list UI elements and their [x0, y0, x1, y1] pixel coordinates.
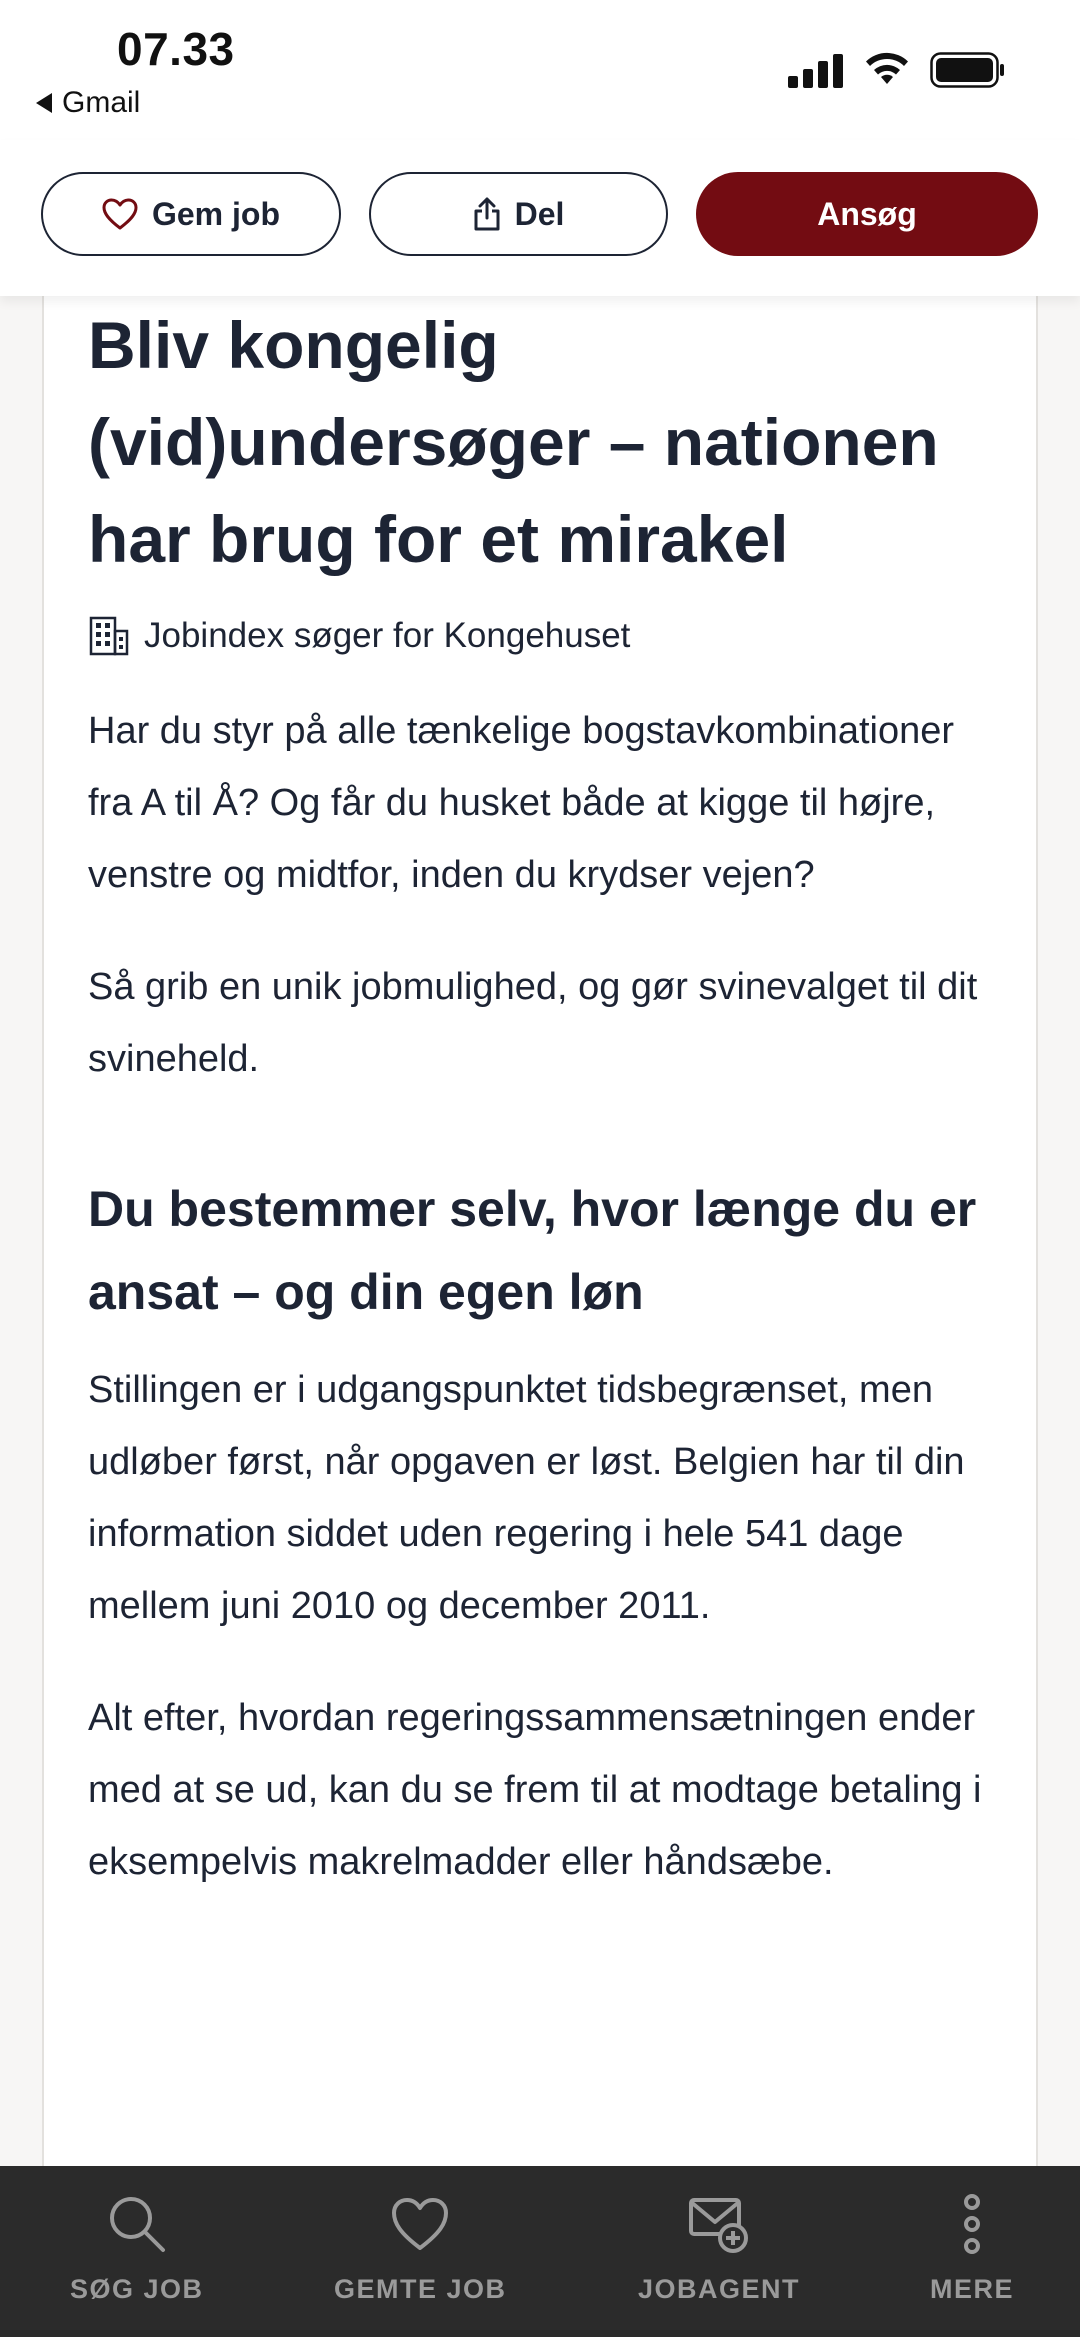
nav-label: MERE — [930, 2274, 1015, 2304]
save-job-label: Gem job — [151, 195, 280, 232]
share-icon — [473, 197, 501, 231]
mail-plus-icon — [687, 2192, 751, 2256]
cellular-signal-icon — [788, 52, 844, 88]
apply-button[interactable] — [696, 172, 1038, 256]
search-icon — [105, 2192, 169, 2256]
share-button[interactable] — [369, 172, 668, 256]
battery-icon — [930, 52, 1006, 88]
nav-item-saved-jobs[interactable] — [334, 2166, 507, 2305]
share-label: Del — [514, 195, 565, 232]
job-ad-card — [42, 296, 1038, 2166]
nav-label: GEMTE JOB — [334, 2274, 507, 2304]
bottom-navigation — [0, 2166, 1080, 2337]
nav-item-job-agent[interactable] — [638, 2166, 800, 2305]
save-job-button[interactable] — [41, 172, 341, 256]
back-to-app-link[interactable] — [36, 86, 140, 120]
nav-item-search-job[interactable] — [70, 2166, 204, 2305]
section-paragraph: Stillingen er i udgangspunktet tidsbegrænset, men udløber først, når opgaven er løst. Belgien har til din information siddet uden regering i hele 541 dage mellem juni 2010 og december 2011. — [88, 1369, 965, 1627]
job-title: Bliv kongelig (vid)undersøger – nationen har brug for et mirakel — [88, 308, 939, 576]
job-action-bar — [0, 140, 1080, 296]
nav-label: SØG JOB — [70, 2274, 204, 2304]
nav-item-more[interactable] — [930, 2166, 1014, 2305]
company-name: Jobindex søger for Kongehuset — [144, 616, 631, 655]
company-line — [88, 615, 1008, 657]
heart-icon — [102, 198, 138, 230]
back-arrow-icon — [36, 93, 52, 113]
status-time: 07.33 — [117, 23, 235, 75]
back-app-label: Gmail — [62, 86, 141, 119]
nav-label: JOBAGENT — [638, 2274, 801, 2304]
apply-label: Ansøg — [817, 195, 917, 232]
section-paragraph: Alt efter, hvordan regeringssammensætningen ender med at se ud, kan du se frem til at modtage betaling i eksempelvis makrelmadder eller håndsæbe. — [88, 1697, 982, 1883]
status-bar — [0, 0, 1080, 140]
building-icon — [88, 615, 130, 657]
more-vertical-icon — [940, 2192, 1004, 2256]
wifi-icon — [862, 48, 912, 88]
job-ad-content — [88, 296, 1008, 1898]
heart-icon — [388, 2192, 452, 2256]
section-heading: Du bestemmer selv, hvor længe du er ansat – og din egen løn — [88, 1181, 977, 1320]
intro-paragraph: Har du styr på alle tænkelige bogstavkombinationer fra A til Å? Og får du husket både at kigge til højre, venstre og midtfor, inden du krydser vejen? — [88, 710, 955, 896]
intro-paragraph: Så grib en unik jobmulighed, og gør svinevalget til dit svineheld. — [88, 966, 978, 1080]
